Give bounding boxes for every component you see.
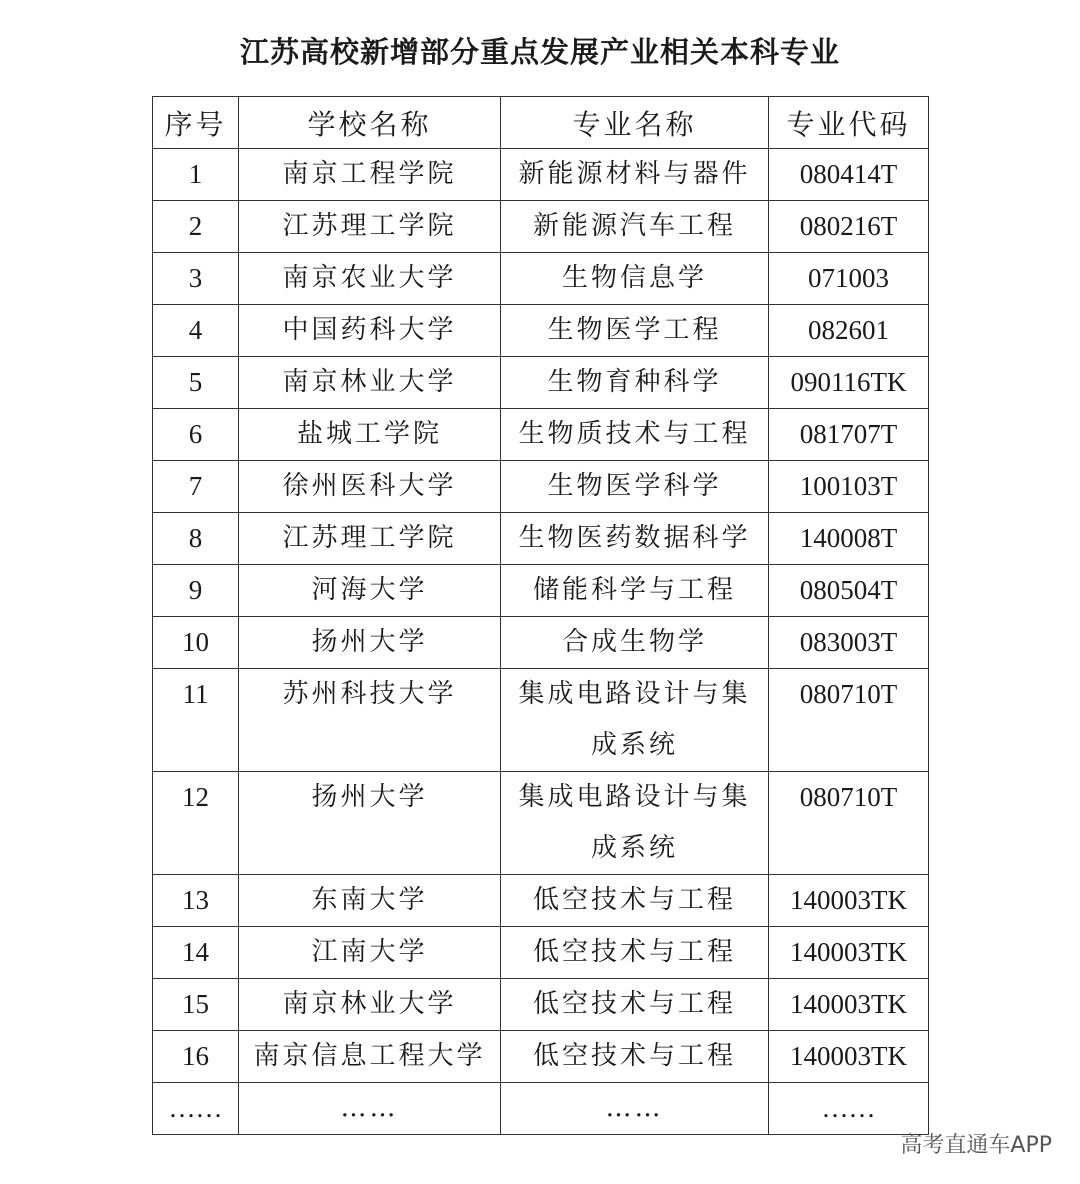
cell-serial-number: 5 xyxy=(153,357,239,409)
cell-serial-number: 7 xyxy=(153,461,239,513)
table-row xyxy=(153,461,929,513)
major-name-text: 集成电路设计与集成系统 xyxy=(518,782,751,863)
cell-major-name: 合成生物学 xyxy=(501,617,769,669)
cell-school-name: 扬州大学 xyxy=(239,617,501,669)
cell-major-code: 090116TK xyxy=(769,357,929,409)
table-row xyxy=(153,513,929,565)
cell-serial-number: 8 xyxy=(153,513,239,565)
cell-major-name: …… xyxy=(501,1083,769,1135)
cell-major-code: 140003TK xyxy=(769,979,929,1031)
cell-school-name: 盐城工学院 xyxy=(239,409,501,461)
table-row xyxy=(153,927,929,979)
cell-major-name: 生物信息学 xyxy=(501,253,769,305)
cell-serial-number: 9 xyxy=(153,565,239,617)
header-major-code: 专业代码 xyxy=(769,97,929,149)
table-row xyxy=(153,772,929,875)
cell-school-name: 东南大学 xyxy=(239,875,501,927)
cell-serial-number: 1 xyxy=(153,149,239,201)
cell-serial-number: 14 xyxy=(153,927,239,979)
table-row xyxy=(153,357,929,409)
table-row xyxy=(153,201,929,253)
cell-serial-number: …… xyxy=(153,1083,239,1135)
cell-major-code: 140008T xyxy=(769,513,929,565)
table-row xyxy=(153,253,929,305)
cell-major-name: 低空技术与工程 xyxy=(501,979,769,1031)
cell-major-name xyxy=(501,669,769,772)
cell-serial-number: 11 xyxy=(153,669,239,772)
cell-major-name: 低空技术与工程 xyxy=(501,1031,769,1083)
cell-serial-number: 15 xyxy=(153,979,239,1031)
cell-serial-number: 16 xyxy=(153,1031,239,1083)
cell-major-name: 新能源汽车工程 xyxy=(501,201,769,253)
cell-major-code: 083003T xyxy=(769,617,929,669)
cell-school-name: 苏州科技大学 xyxy=(239,669,501,772)
table-row xyxy=(153,875,929,927)
table-header-row xyxy=(153,97,929,149)
cell-major-code: 080504T xyxy=(769,565,929,617)
majors-table xyxy=(152,96,929,1135)
cell-serial-number: 4 xyxy=(153,305,239,357)
table-row xyxy=(153,617,929,669)
cell-major-code: 140003TK xyxy=(769,1031,929,1083)
table-row-ellipsis xyxy=(153,1083,929,1135)
cell-serial-number: 10 xyxy=(153,617,239,669)
header-serial-number: 序号 xyxy=(153,97,239,149)
cell-school-name: 河海大学 xyxy=(239,565,501,617)
table-row xyxy=(153,149,929,201)
cell-major-code: 081707T xyxy=(769,409,929,461)
cell-major-name: 低空技术与工程 xyxy=(501,875,769,927)
table-row xyxy=(153,305,929,357)
cell-major-name: 生物质技术与工程 xyxy=(501,409,769,461)
major-name-text: 集成电路设计与集成系统 xyxy=(518,679,751,760)
cell-school-name: 中国药科大学 xyxy=(239,305,501,357)
table-row xyxy=(153,1031,929,1083)
cell-school-name: 南京林业大学 xyxy=(239,979,501,1031)
watermark: 高考直通车APP xyxy=(900,1133,1052,1158)
cell-major-code: 100103T xyxy=(769,461,929,513)
header-major-name: 专业名称 xyxy=(501,97,769,149)
cell-major-code: 071003 xyxy=(769,253,929,305)
cell-school-name: 江南大学 xyxy=(239,927,501,979)
cell-school-name: …… xyxy=(239,1083,501,1135)
cell-major-code: 080414T xyxy=(769,149,929,201)
cell-major-name: 低空技术与工程 xyxy=(501,927,769,979)
cell-school-name: 江苏理工学院 xyxy=(239,201,501,253)
cell-major-code: 140003TK xyxy=(769,927,929,979)
table-row xyxy=(153,669,929,772)
table-row xyxy=(153,565,929,617)
cell-school-name: 南京信息工程大学 xyxy=(239,1031,501,1083)
cell-serial-number: 12 xyxy=(153,772,239,875)
cell-serial-number: 13 xyxy=(153,875,239,927)
cell-major-name: 新能源材料与器件 xyxy=(501,149,769,201)
cell-school-name: 南京农业大学 xyxy=(239,253,501,305)
cell-major-code: 080710T xyxy=(769,669,929,772)
cell-major-name xyxy=(501,772,769,875)
cell-school-name: 扬州大学 xyxy=(239,772,501,875)
cell-school-name: 江苏理工学院 xyxy=(239,513,501,565)
cell-major-name: 生物医学科学 xyxy=(501,461,769,513)
cell-school-name: 南京工程学院 xyxy=(239,149,501,201)
cell-serial-number: 2 xyxy=(153,201,239,253)
cell-major-code: …… xyxy=(769,1083,929,1135)
cell-major-code: 080216T xyxy=(769,201,929,253)
table-row xyxy=(153,409,929,461)
cell-major-code: 080710T xyxy=(769,772,929,875)
table-row xyxy=(153,979,929,1031)
cell-major-name: 生物育种科学 xyxy=(501,357,769,409)
cell-major-name: 储能科学与工程 xyxy=(501,565,769,617)
cell-school-name: 徐州医科大学 xyxy=(239,461,501,513)
cell-serial-number: 6 xyxy=(153,409,239,461)
header-school-name: 学校名称 xyxy=(239,97,501,149)
cell-school-name: 南京林业大学 xyxy=(239,357,501,409)
cell-major-code: 140003TK xyxy=(769,875,929,927)
cell-serial-number: 3 xyxy=(153,253,239,305)
document-title: 江苏高校新增部分重点发展产业相关本科专业 xyxy=(239,35,840,69)
cell-major-name: 生物医药数据科学 xyxy=(501,513,769,565)
cell-major-name: 生物医学工程 xyxy=(501,305,769,357)
cell-major-code: 082601 xyxy=(769,305,929,357)
